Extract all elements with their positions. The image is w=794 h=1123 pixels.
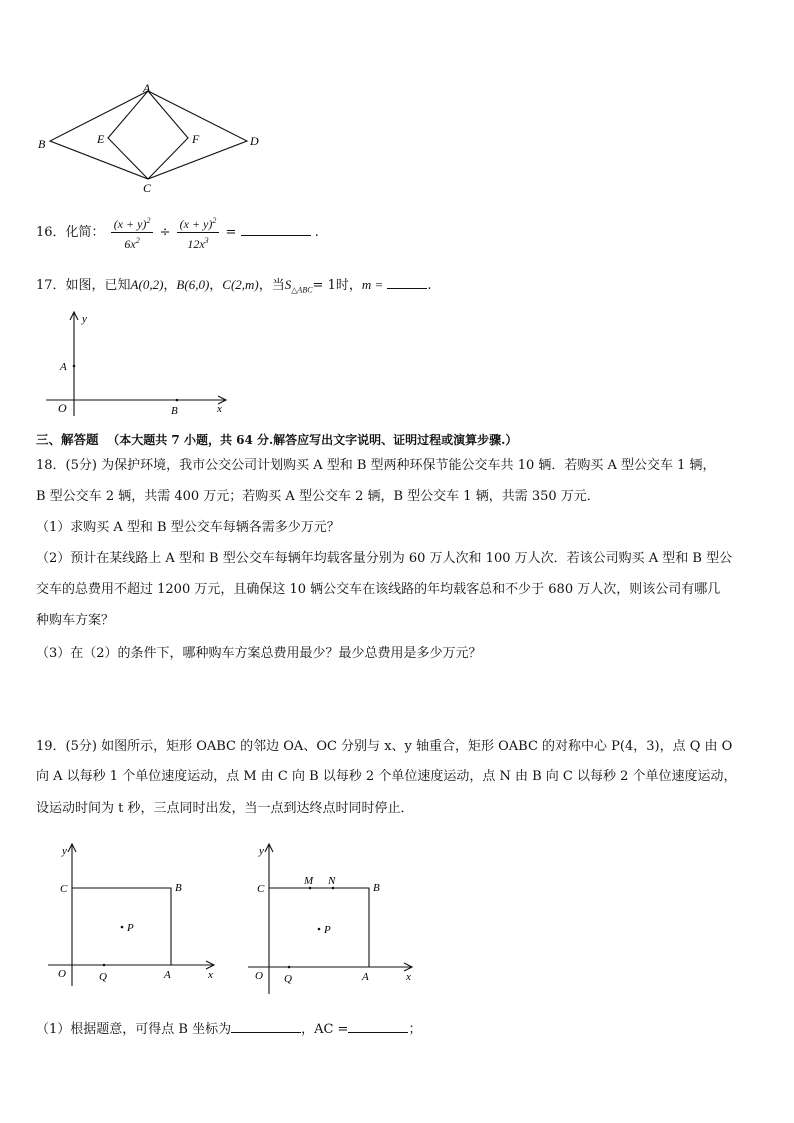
label-F: F	[192, 132, 200, 146]
label-E: E	[97, 132, 105, 146]
label-D: D	[250, 134, 259, 148]
q17-text: 17．如图，已知	[36, 278, 131, 293]
q18-line-2: B 型公交车 2 辆，共需 400 万元；若购买 A 型公交车 2 辆，B 型公交车 1 辆，共需 350 万元．	[36, 489, 600, 504]
figure-rhombus	[30, 82, 270, 194]
axis-x: x	[208, 969, 213, 981]
q19-line-3: 设运动时间为 t 秒，三点同时出发，当一点到达终点时同时停止．	[36, 801, 414, 816]
label-O: O	[58, 968, 66, 980]
figure-q19-right	[244, 840, 424, 998]
label-Q: Q	[284, 973, 292, 985]
q18-line-1: 18．(5分) 为保护环境，我市公交公司计划购买 A 型和 B 型两种环保节能公交车共 10 辆．若购买 A 型公交车 1 辆，	[36, 458, 716, 473]
axis-y: y	[82, 313, 87, 325]
label-B: B	[38, 137, 46, 151]
question-16	[36, 214, 319, 250]
q17-point-b: B(6,0)	[176, 277, 210, 292]
axis-y: y	[62, 845, 67, 857]
q16-prefix: 16．化简：	[36, 225, 105, 240]
label-B: B	[175, 882, 182, 894]
figure-q17-axes	[40, 308, 240, 420]
q17-m: m =	[361, 277, 384, 292]
figure-q19-left	[44, 840, 224, 990]
label-A: A	[143, 82, 151, 95]
q19-b-coordinate-blank[interactable]	[231, 1020, 301, 1033]
q18-part-3: （3）在（2）的条件下，哪种购车方案总费用最少？最少总费用是多少万元？	[36, 646, 482, 661]
q18-part-1: （1）求购买 A 型和 B 型公交车每辆各需多少万元？	[36, 520, 340, 535]
q18-part-2-line-1: （2）预计在某线路上 A 型和 B 型公交车每辆年均载客量分别为 60 万人次和 100 万人次．若该公司购买 A 型和 B 型公	[36, 551, 733, 566]
q17-answer-blank[interactable]	[387, 276, 427, 289]
label-A: A	[362, 971, 369, 983]
label-B: B	[171, 405, 178, 417]
label-A: A	[164, 969, 171, 981]
label-P: P	[127, 922, 134, 934]
q16-end: .	[314, 225, 319, 240]
q18-part-2-line-2: 交车的总费用不超过 1200 万元，且确保这 10 辆公交车在该线路的年均载客总和不少于 680 万人次，则该公司有哪几	[36, 582, 721, 597]
section-heading: 三、解答题 （本大题共 7 小题，共 64 分.解答应写出文字说明、证明过程或演算步骤.）	[36, 432, 518, 447]
q16-fraction-2: $\frac{(x + y)^2}{12x^3}$	[177, 214, 220, 251]
label-O: O	[255, 970, 263, 982]
label-B: B	[373, 882, 380, 894]
label-P: P	[324, 924, 331, 936]
label-C: C	[143, 181, 152, 194]
label-A: A	[60, 361, 67, 373]
q19-line-1: 19．(5分) 如图所示，矩形 OABC 的邻边 OA、OC 分别与 x、y 轴重合，矩形 OABC 的对称中心 P(4，3)，点 Q 由 O	[36, 739, 733, 754]
q17-point-c: C(2,m)	[222, 277, 259, 292]
q17-area: $S_{\triangle ABC}$	[284, 277, 313, 295]
q16-divide: ÷	[159, 225, 171, 240]
axis-x: x	[217, 403, 222, 415]
q16-fraction-1: $\frac{(x + y)^2}{6x^2}$	[111, 214, 154, 251]
label-Q: Q	[99, 971, 107, 983]
label-N: N	[328, 875, 336, 887]
label-O: O	[58, 401, 67, 415]
q16-equals: =	[225, 225, 237, 240]
label-C: C	[257, 883, 265, 895]
axis-x: x	[406, 971, 411, 983]
q19-part-1: （1）根据题意，可得点 B 坐标为 ，AC = ；	[36, 1022, 422, 1037]
label-M: M	[304, 875, 314, 887]
q19-line-2: 向 A 以每秒 1 个单位速度运动，点 M 由 C 向 B 以每秒 2 个单位速度运动，点 N 由 B 向 C 以每秒 2 个单位速度运动，	[36, 769, 737, 784]
axis-y: y	[259, 845, 264, 857]
q19-ac-blank[interactable]	[348, 1020, 408, 1033]
q18-part-2-line-3: 种购车方案？	[36, 613, 115, 628]
label-C: C	[60, 883, 68, 895]
question-17: 17．如图，已知A(0,2)，B(6,0)，C(2,m)，当$S_{\triangle ABC}= 1$时，m = .	[36, 277, 432, 295]
q16-answer-blank[interactable]	[241, 223, 311, 236]
q17-point-a: A(0,2)	[130, 277, 164, 292]
